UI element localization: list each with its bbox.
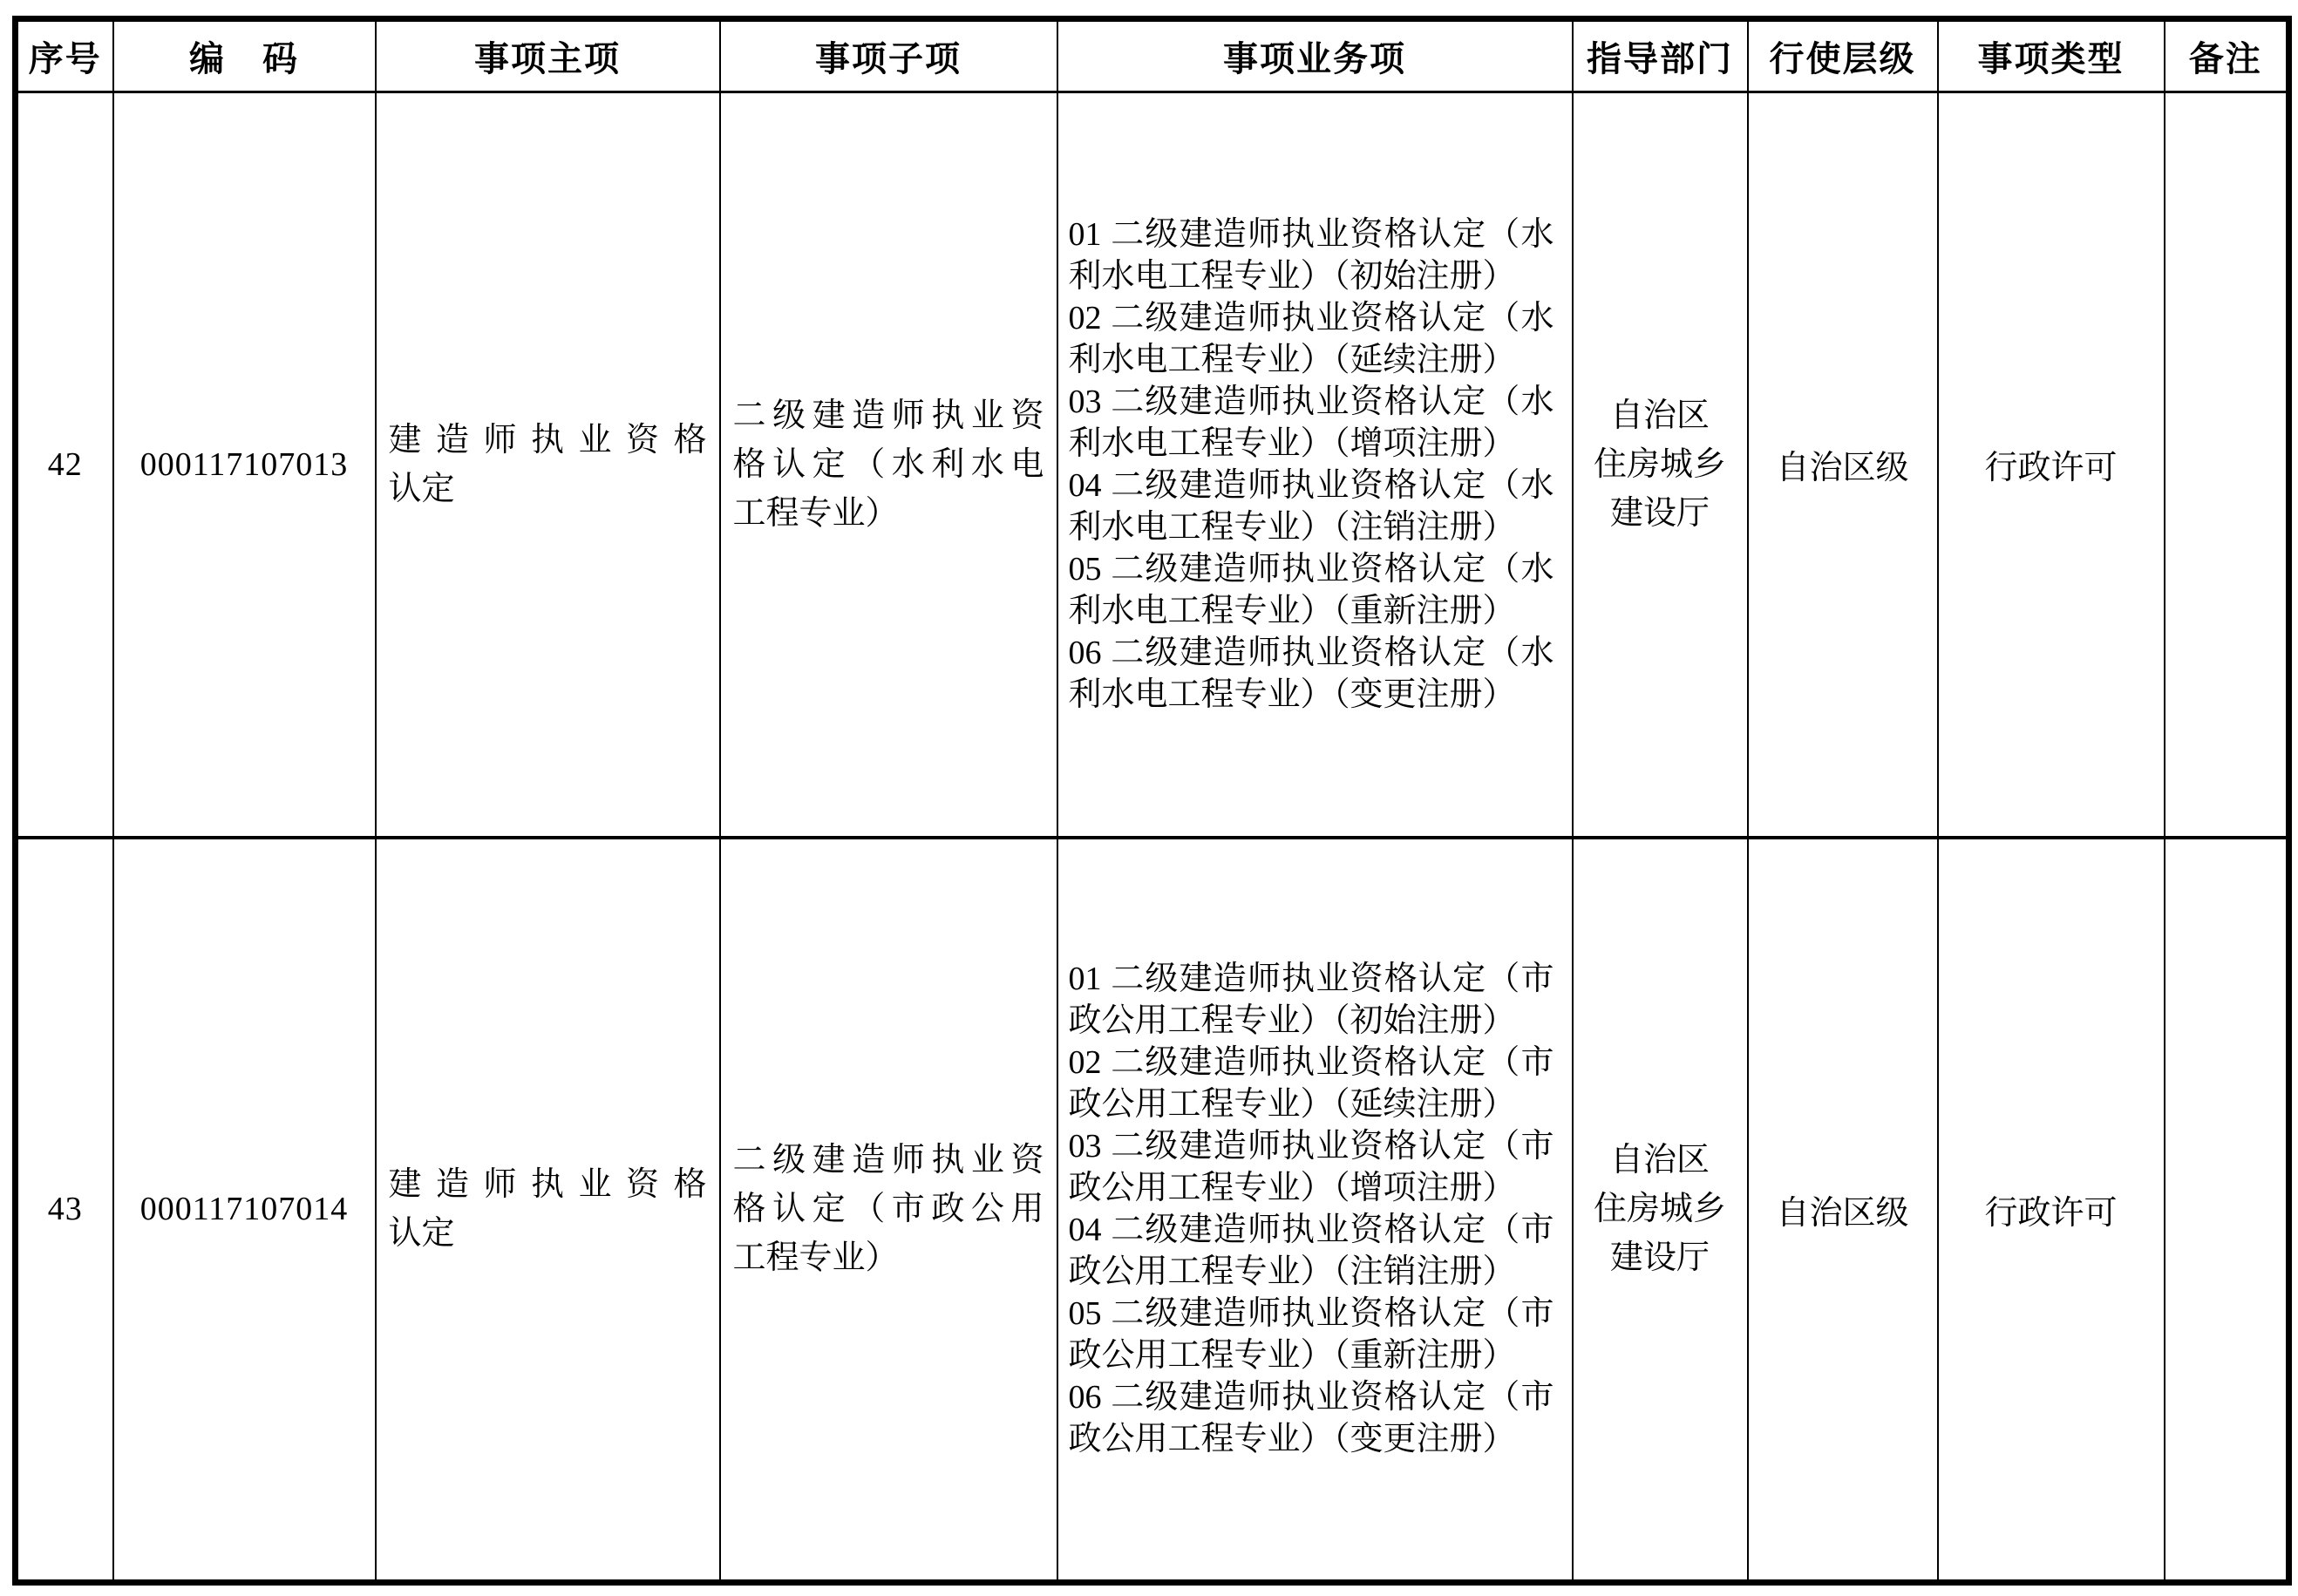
cell-code: 000117107014 [113, 838, 376, 1583]
business-item-line: 政公用工程专业）（初始注册） [1068, 1002, 1516, 1040]
cell-exercise-level: 自治区级 [1748, 92, 1938, 838]
business-item-line: 利水电工程专业）（初始注册） [1068, 257, 1516, 295]
guide-dept-line: 自治区 [1609, 397, 1710, 434]
sub-item-line: 工程专业） [732, 494, 899, 532]
col-header-serial: 序号 [16, 19, 113, 92]
business-item-line: 05 二级建造师执业资格认定（水 [1068, 550, 1554, 587]
business-item-line: 01 二级建造师执业资格认定（市 [1068, 961, 1554, 998]
table-row-42 [16, 92, 2289, 838]
business-item-line: 03 二级建造师执业资格认定（市 [1068, 1128, 1554, 1165]
business-item-line: 利水电工程专业）（重新注册） [1068, 592, 1516, 629]
approval-items-table [12, 16, 2292, 1586]
col-header-item-type: 事项类型 [1938, 19, 2165, 92]
business-item-line: 利水电工程专业）（延续注册） [1068, 341, 1516, 378]
business-item-line: 01 二级建造师执业资格认定（水 [1068, 215, 1554, 253]
sub-item-line: 二级建造师执业资 [732, 1142, 1044, 1179]
table-row-43 [16, 838, 2289, 1583]
business-item-line: 利水电工程专业）（变更注册） [1068, 676, 1516, 713]
business-item-line: 05 二级建造师执业资格认定（市 [1068, 1295, 1554, 1333]
sub-item-line: 工程专业） [732, 1239, 899, 1277]
main-item-line: 建造师执业资格 [388, 421, 707, 458]
business-item-line: 政公用工程专业）（延续注册） [1068, 1086, 1516, 1124]
header-row [16, 19, 2289, 92]
cell-remark [2165, 92, 2289, 838]
business-item-line: 政公用工程专业）（增项注册） [1068, 1170, 1516, 1207]
col-header-remark: 备注 [2165, 19, 2289, 92]
cell-main-item [376, 838, 720, 1583]
main-item-line: 认定 [388, 470, 455, 507]
business-item-line: 利水电工程专业）（注销注册） [1068, 508, 1516, 546]
cell-item-type: 行政许可 [1938, 838, 2165, 1583]
sub-item-line: 格认定（市政公用 [732, 1191, 1044, 1228]
cell-serial: 42 [16, 92, 113, 838]
cell-business-items [1057, 92, 1573, 838]
main-item-line: 认定 [388, 1215, 455, 1253]
cell-code: 000117107013 [113, 92, 376, 838]
cell-remark [2165, 838, 2289, 1583]
sub-item-line: 格认定（水利水电 [732, 445, 1044, 483]
cell-guide-dept [1573, 92, 1748, 838]
business-item-line: 04 二级建造师执业资格认定（水 [1068, 466, 1554, 504]
col-header-guide-dept: 指导部门 [1573, 19, 1748, 92]
business-item-line: 03 二级建造师执业资格认定（水 [1068, 383, 1554, 420]
business-item-line: 政公用工程专业）（注销注册） [1068, 1253, 1516, 1291]
cell-serial: 43 [16, 838, 113, 1583]
col-header-sub-item: 事项子项 [720, 19, 1057, 92]
business-item-line: 利水电工程专业）（增项注册） [1068, 424, 1516, 462]
guide-dept-line: 建设厅 [1609, 494, 1710, 532]
guide-dept-line: 住房城乡 [1593, 445, 1726, 483]
cell-sub-item [720, 838, 1057, 1583]
cell-sub-item [720, 92, 1057, 838]
cell-business-items [1057, 838, 1573, 1583]
business-item-line: 政公用工程专业）（重新注册） [1068, 1337, 1516, 1375]
col-header-code: 编 码 [113, 19, 376, 92]
col-header-exercise-level: 行使层级 [1748, 19, 1938, 92]
sub-item-line: 二级建造师执业资 [732, 397, 1044, 434]
cell-exercise-level: 自治区级 [1748, 838, 1938, 1583]
cell-item-type: 行政许可 [1938, 92, 2165, 838]
cell-guide-dept [1573, 838, 1748, 1583]
business-item-line: 06 二级建造师执业资格认定（市 [1068, 1379, 1554, 1416]
guide-dept-line: 住房城乡 [1593, 1191, 1726, 1228]
col-header-business-item: 事项业务项 [1057, 19, 1573, 92]
business-item-line: 02 二级建造师执业资格认定（水 [1068, 299, 1554, 336]
business-item-line: 02 二级建造师执业资格认定（市 [1068, 1044, 1554, 1082]
cell-main-item [376, 92, 720, 838]
col-header-main-item: 事项主项 [376, 19, 720, 92]
main-item-line: 建造师执业资格 [388, 1166, 707, 1204]
guide-dept-line: 建设厅 [1609, 1239, 1710, 1277]
business-item-line: 04 二级建造师执业资格认定（市 [1068, 1212, 1554, 1249]
guide-dept-line: 自治区 [1609, 1142, 1710, 1179]
business-item-line: 06 二级建造师执业资格认定（水 [1068, 634, 1554, 671]
business-item-line: 政公用工程专业）（变更注册） [1068, 1421, 1516, 1458]
